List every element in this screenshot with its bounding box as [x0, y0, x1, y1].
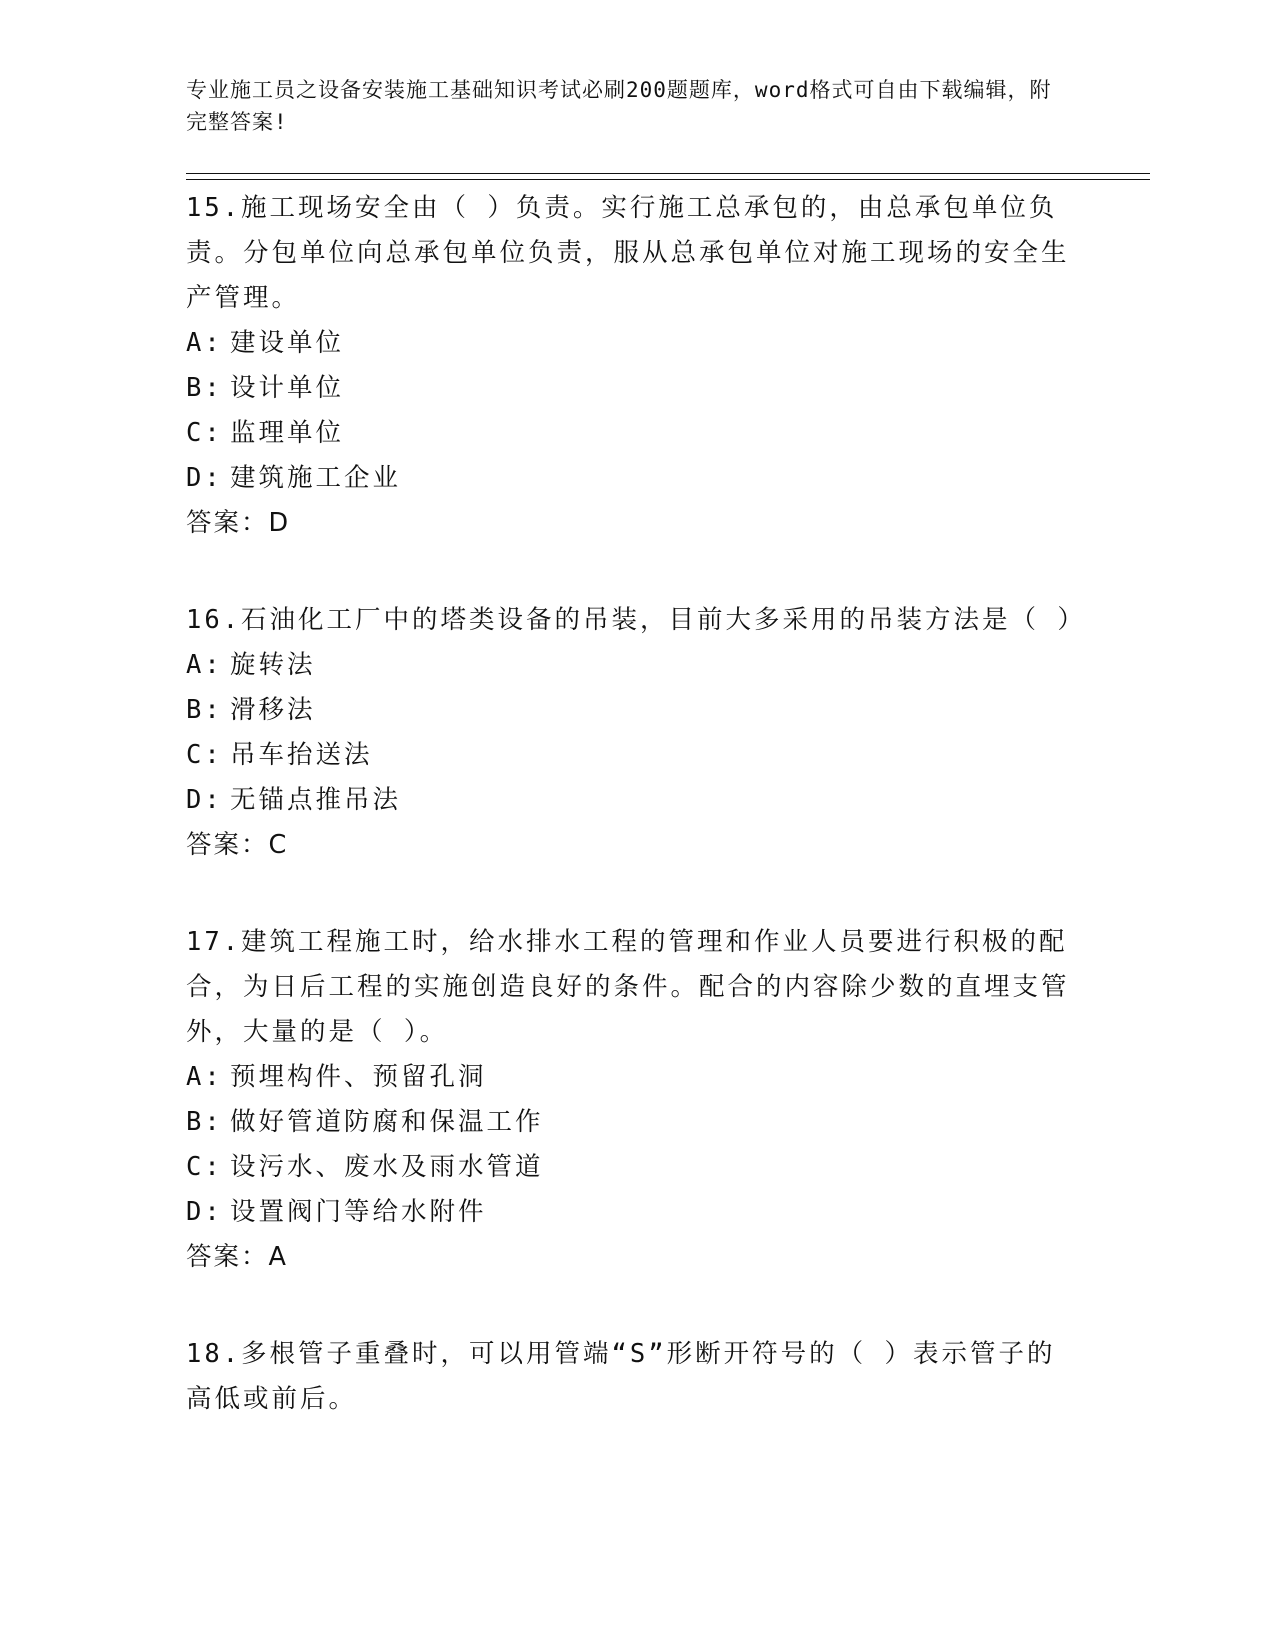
option-key: D:: [186, 785, 223, 815]
option-a: [186, 321, 1076, 366]
option-d: [186, 1190, 1076, 1235]
option-key: D:: [186, 463, 223, 493]
option-c: [186, 733, 1076, 778]
option-key: C:: [186, 418, 223, 448]
option-text: 监理单位: [230, 418, 345, 448]
option-text: 吊车抬送法: [230, 740, 373, 770]
option-key: A:: [186, 328, 223, 358]
option-b: [186, 366, 1076, 411]
option-key: B:: [186, 1107, 223, 1137]
option-c: [186, 1145, 1076, 1190]
question-17: [186, 920, 1076, 1280]
option-text: 无锚点推吊法: [230, 785, 402, 815]
header-divider-bottom: [186, 179, 1150, 180]
option-text: 设计单位: [230, 373, 345, 403]
option-key: B:: [186, 373, 223, 403]
question-15: [186, 186, 1076, 546]
question-text: 17.建筑工程施工时，给水排水工程的管理和作业人员要进行积极的配合，为日后工程的实施创造良好的条件。配合的内容除少数的直埋支管外，大量的是（ ）。: [186, 927, 1070, 1047]
document-header: 专业施工员之设备安装施工基础知识考试必刷200题题库，word格式可自由下载编辑，附完整答案!: [186, 78, 1052, 134]
option-b: [186, 688, 1076, 733]
option-text: 设置阀门等给水附件: [230, 1197, 487, 1227]
option-key: A:: [186, 650, 223, 680]
header-divider-top: [186, 173, 1150, 174]
answer-line: 答案：D: [186, 508, 291, 538]
question-18: [186, 1332, 1076, 1422]
option-d: [186, 778, 1076, 823]
option-text: 设污水、废水及雨水管道: [230, 1152, 544, 1182]
option-text: 做好管道防腐和保温工作: [230, 1107, 544, 1137]
option-key: A:: [186, 1062, 223, 1092]
option-c: [186, 411, 1076, 456]
option-text: 滑移法: [230, 695, 316, 725]
option-key: D:: [186, 1197, 223, 1227]
answer-line: 答案：C: [186, 830, 289, 860]
option-text: 预埋构件、预留孔洞: [230, 1062, 487, 1092]
option-a: [186, 1055, 1076, 1100]
answer-line: 答案：A: [186, 1242, 288, 1272]
option-text: 建筑施工企业: [230, 463, 402, 493]
question-text: 16.石油化工厂中的塔类设备的吊装，目前大多采用的吊装方法是（ ）: [186, 605, 1086, 635]
option-key: B:: [186, 695, 223, 725]
option-b: [186, 1100, 1076, 1145]
option-key: C:: [186, 740, 223, 770]
question-list: [186, 186, 1086, 1474]
question-16: [186, 598, 1086, 868]
option-text: 旋转法: [230, 650, 316, 680]
option-key: C:: [186, 1152, 223, 1182]
question-text: 15.施工现场安全由（ ）负责。实行施工总承包的，由总承包单位负责。分包单位向总承包单位负责，服从总承包单位对施工现场的安全生产管理。: [186, 193, 1070, 313]
option-a: [186, 643, 1076, 688]
question-text: 18.多根管子重叠时，可以用管端“S”形断开符号的（ ）表示管子的高低或前后。: [186, 1339, 1056, 1414]
option-d: [186, 456, 1076, 501]
option-text: 建设单位: [230, 328, 345, 358]
